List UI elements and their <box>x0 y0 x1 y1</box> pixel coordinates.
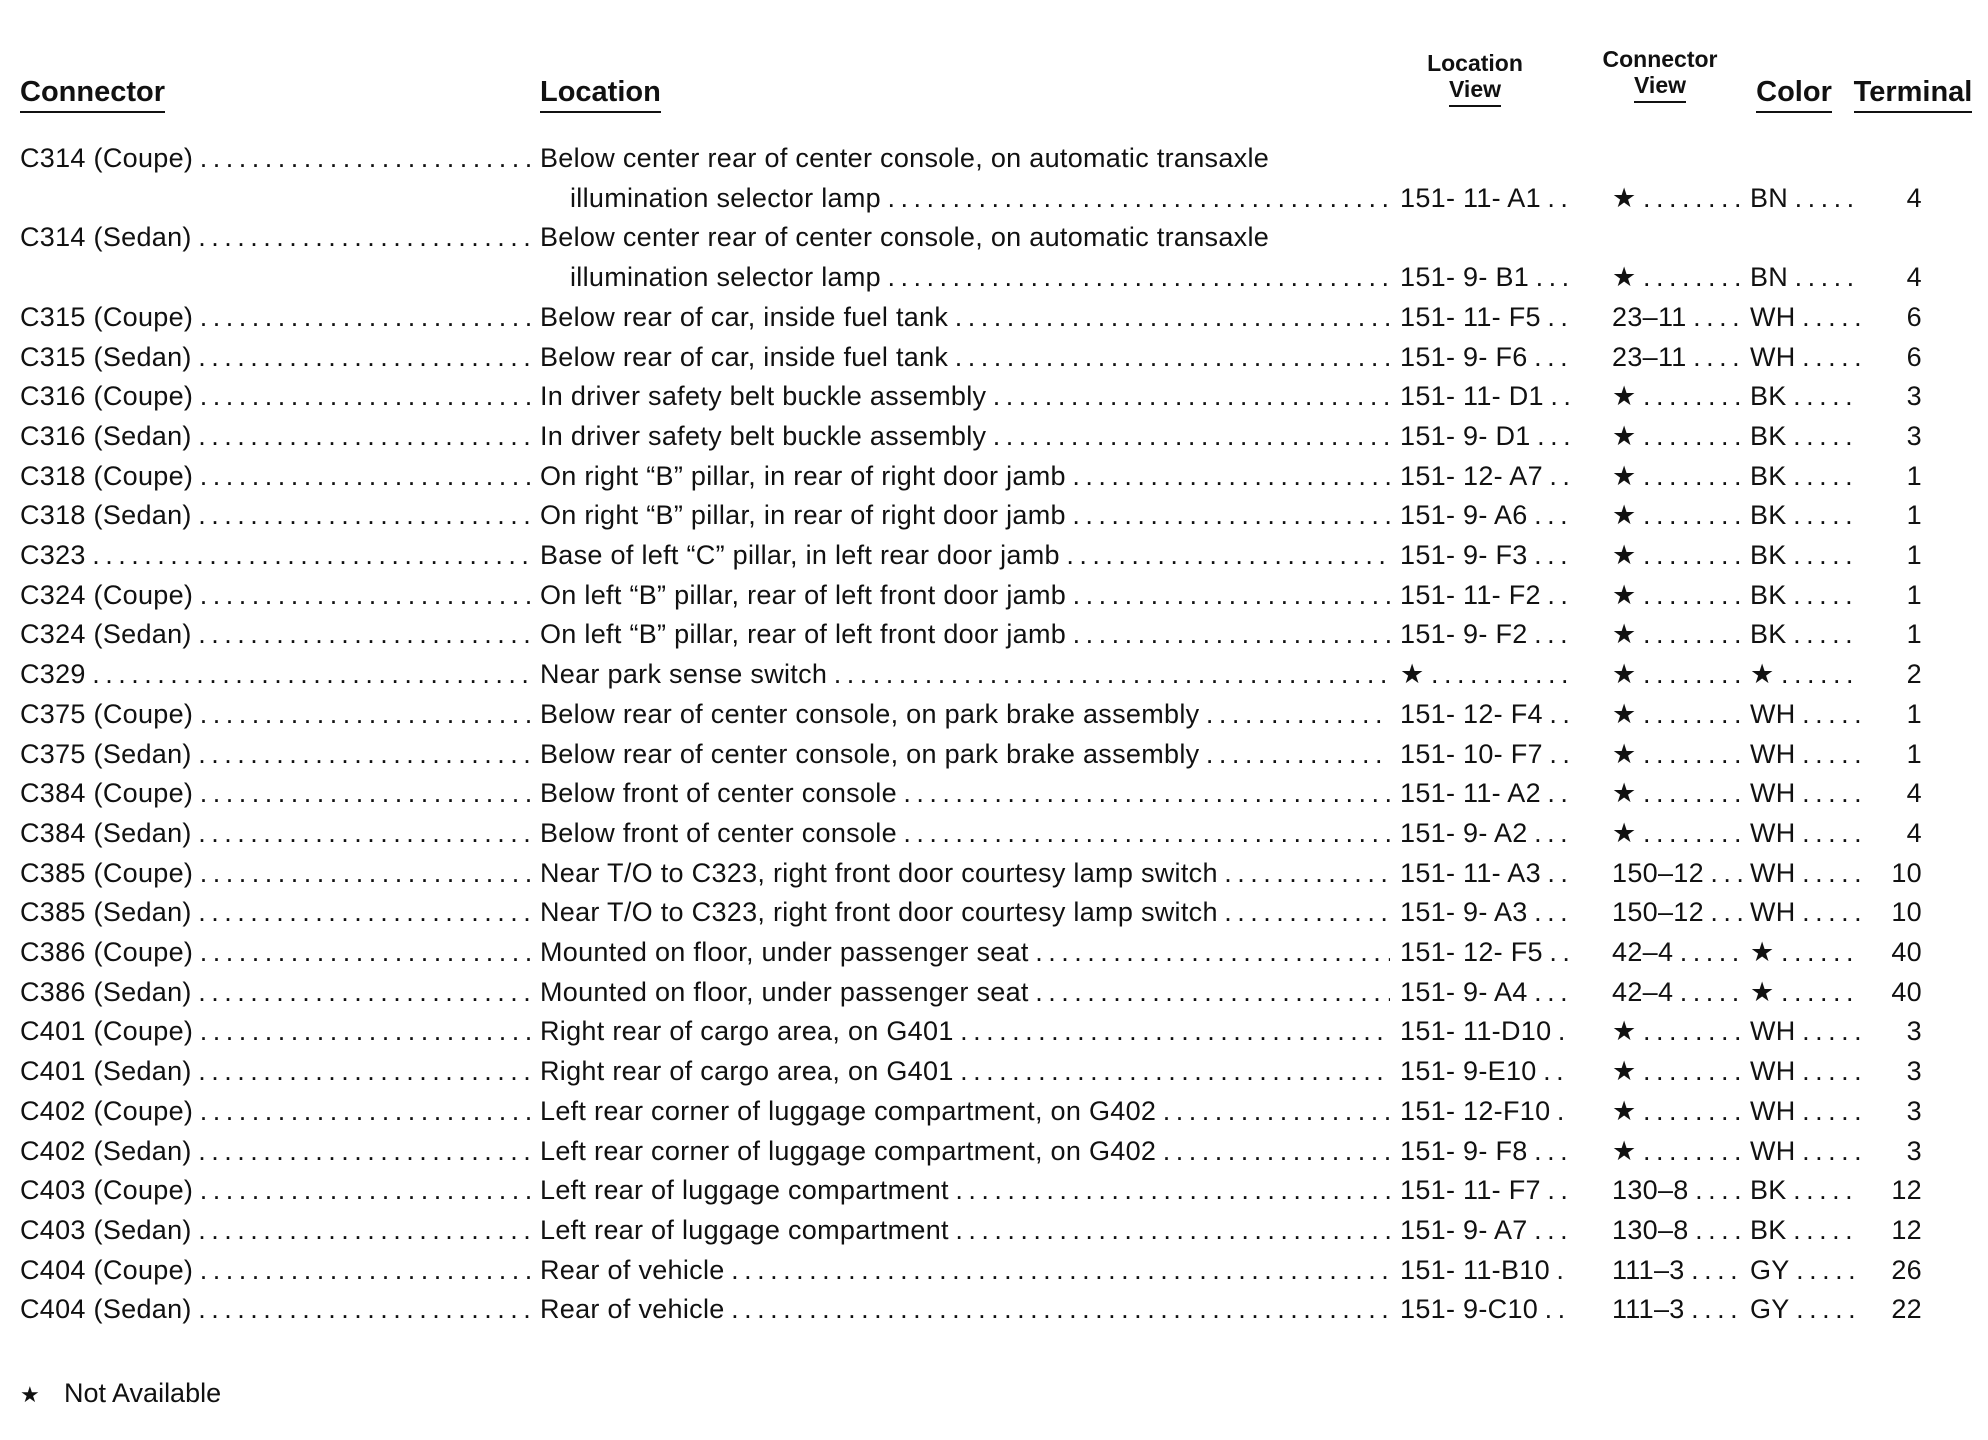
color-cell: WH . . . <box>1750 694 1860 734</box>
table-row-line <box>0 1051 1988 1091</box>
color-cell: WH . . . <box>1750 734 1860 774</box>
table-row-line <box>0 257 1988 297</box>
connector-cell: C404 (Sedan) . . . <box>20 1289 530 1329</box>
location-cell: On left “B” pillar, rear of left front door jamb . . . <box>540 614 1390 654</box>
connector-cell: C375 (Sedan) . . . <box>20 734 530 774</box>
terminal-cell: 1 <box>1906 698 1922 729</box>
color-cell: WH . . . <box>1750 892 1860 932</box>
table-row-line <box>0 575 1988 615</box>
location-view-cell: 151- 12- F5 . . . <box>1400 932 1570 972</box>
location-cell: Left rear of luggage compartment . . . <box>540 1210 1390 1250</box>
color-cell: BK . . . <box>1750 416 1860 456</box>
location-cell-continued: illumination selector lamp . . . <box>570 178 1390 218</box>
connector-view-cell: ★ . . . <box>1612 257 1742 297</box>
terminal-cell: 1 <box>1906 500 1922 531</box>
header-connector-view-line1: Connector <box>1602 46 1718 72</box>
connector-cell: C318 (Coupe) . . . <box>20 456 530 496</box>
connector-cell: C315 (Coupe) . . . <box>20 297 530 337</box>
connector-cell: C315 (Sedan) . . . <box>20 337 530 377</box>
location-cell: Left rear corner of luggage compartment, on G402 . . . <box>540 1091 1390 1131</box>
location-view-cell: 151- 10- F7 . . . <box>1400 734 1570 774</box>
color-cell: GY . . . <box>1750 1250 1860 1290</box>
location-view-cell: 151- 11- D1 . . . <box>1400 376 1570 416</box>
connector-view-cell: ★ . . . <box>1612 376 1742 416</box>
color-cell: BK . . . <box>1750 456 1860 496</box>
location-cell: Rear of vehicle . . . <box>540 1250 1390 1290</box>
color-cell: BK . . . <box>1750 376 1860 416</box>
terminal-cell: 4 <box>1906 817 1922 848</box>
location-view-cell: 151- 9- A7 . . . <box>1400 1210 1570 1250</box>
color-cell: BK . . . <box>1750 575 1860 615</box>
location-cell: Left rear of luggage compartment . . . <box>540 1170 1390 1210</box>
connector-cell: C316 (Sedan) . . . <box>20 416 530 456</box>
location-cell: Rear of vehicle . . . <box>540 1289 1390 1329</box>
connector-view-cell: 130–8 . . . <box>1612 1170 1742 1210</box>
location-view-cell: 151- 9- F6 . . . <box>1400 337 1570 377</box>
color-cell: WH . . . <box>1750 1091 1860 1131</box>
terminal-cell: 3 <box>1906 1135 1922 1166</box>
color-cell: BK . . . <box>1750 535 1860 575</box>
connector-cell: C403 (Coupe) . . . <box>20 1170 530 1210</box>
connector-cell: C386 (Coupe) . . . <box>20 932 530 972</box>
location-view-cell: 151- 9- B1 . . . <box>1400 257 1570 297</box>
connector-view-cell: ★ . . . <box>1612 495 1742 535</box>
connector-view-cell: ★ . . . <box>1612 654 1742 694</box>
terminal-cell: 12 <box>1891 1175 1922 1206</box>
location-view-cell: 151- 9- A4 . . . <box>1400 972 1570 1012</box>
location-cell: Mounted on floor, under passenger seat . . . <box>540 932 1390 972</box>
location-view-cell: ★ . . . <box>1400 654 1570 694</box>
connector-cell: C318 (Sedan) . . . <box>20 495 530 535</box>
terminal-cell: 1 <box>1906 619 1922 650</box>
connector-cell: C402 (Coupe) . . . <box>20 1091 530 1131</box>
terminal-cell: 1 <box>1906 460 1922 491</box>
location-view-cell: 151- 12- A7 . . . <box>1400 456 1570 496</box>
color-cell: BK . . . <box>1750 1210 1860 1250</box>
color-cell: WH . . . <box>1750 773 1860 813</box>
terminal-cell: 10 <box>1891 897 1922 928</box>
location-view-cell: 151- 11-D10 . . . <box>1400 1011 1570 1051</box>
connector-cell: C384 (Coupe) . . . <box>20 773 530 813</box>
table-row-line <box>0 297 1988 337</box>
color-cell: BK . . . <box>1750 495 1860 535</box>
table-row-line <box>0 972 1988 1012</box>
table-row-line <box>0 654 1988 694</box>
connector-view-cell: ★ . . . <box>1612 1051 1742 1091</box>
location-cell: Left rear corner of luggage compartment, on G402 . . . <box>540 1131 1390 1171</box>
location-view-cell: 151- 11- F7 . . . <box>1400 1170 1570 1210</box>
connector-cell: C375 (Coupe) . . . <box>20 694 530 734</box>
location-view-cell: 151- 9- F8 . . . <box>1400 1131 1570 1171</box>
header-color-label: Color <box>1756 76 1832 113</box>
header-connector-view-line2: View <box>1634 72 1686 102</box>
location-cell: Below rear of center console, on park brake assembly . . . <box>540 694 1390 734</box>
terminal-cell: 1 <box>1906 540 1922 570</box>
color-cell: WH . . . <box>1750 813 1860 853</box>
table-row-line <box>0 892 1988 932</box>
location-cell: On right “B” pillar, in rear of right door jamb . . . <box>540 456 1390 496</box>
terminal-cell: 6 <box>1906 301 1922 332</box>
connector-view-cell: ★ . . . <box>1612 575 1742 615</box>
table-row-line <box>0 1289 1988 1329</box>
header-terminal-label: Terminal <box>1854 76 1973 113</box>
connector-view-cell: ★ . . . <box>1612 813 1742 853</box>
connector-cell: C314 (Sedan) . . . <box>20 217 530 257</box>
header-location-view-line2: View <box>1449 76 1501 106</box>
terminal-cell: 4 <box>1906 182 1922 213</box>
connector-view-cell: 150–12 . . . <box>1612 853 1742 893</box>
connector-cell: C384 (Sedan) . . . <box>20 813 530 853</box>
location-view-cell: 151- 9- F2 . . . <box>1400 614 1570 654</box>
connector-view-cell: 42–4 . . . <box>1612 972 1742 1012</box>
connector-cell: C324 (Sedan) . . . <box>20 614 530 654</box>
location-cell: Right rear of cargo area, on G401 . . . <box>540 1051 1390 1091</box>
table-row-line <box>0 734 1988 774</box>
connector-cell: C329 . . . <box>20 654 530 694</box>
table-row-line <box>0 138 1988 178</box>
terminal-cell: 4 <box>1906 262 1922 293</box>
connector-cell: C404 (Coupe) . . . <box>20 1250 530 1290</box>
table-row-line <box>0 853 1988 893</box>
terminal-cell: 6 <box>1906 341 1922 372</box>
terminal-cell: 3 <box>1906 1056 1922 1087</box>
connector-view-cell: 150–12 . . . <box>1612 892 1742 932</box>
table-row-line <box>0 416 1988 456</box>
connector-view-cell: 23–11 . . . <box>1612 337 1742 377</box>
location-view-cell: 151- 9- A6 . . . <box>1400 495 1570 535</box>
location-view-cell: 151- 9- F3 . . . <box>1400 535 1570 575</box>
color-cell: WH . . . <box>1750 1011 1860 1051</box>
connector-cell: C403 (Sedan) . . . <box>20 1210 530 1250</box>
connector-view-cell: ★ . . . <box>1612 1091 1742 1131</box>
location-cell: Below front of center console . . . <box>540 773 1390 813</box>
terminal-cell: 1 <box>1906 738 1922 769</box>
connector-view-cell: 42–4 . . . <box>1612 932 1742 972</box>
color-cell: WH . . . <box>1750 337 1860 377</box>
color-cell: WH . . . <box>1750 297 1860 337</box>
color-cell: WH . . . <box>1750 853 1860 893</box>
location-cell: Below front of center console . . . <box>540 813 1390 853</box>
footnote-text: Not Available <box>64 1378 222 1408</box>
connector-view-cell: 130–8 . . . <box>1612 1210 1742 1250</box>
table-row-line <box>0 1091 1988 1131</box>
color-cell: BK . . . <box>1750 614 1860 654</box>
location-cell: Mounted on floor, under passenger seat . . . <box>540 972 1390 1012</box>
connector-view-cell: 111–3 . . . <box>1612 1250 1742 1290</box>
table-row-line <box>0 694 1988 734</box>
table-row-line <box>0 456 1988 496</box>
connector-cell: C323 . . . <box>20 535 530 575</box>
connector-cell: C385 (Coupe) . . . <box>20 853 530 893</box>
table-row-line <box>0 495 1988 535</box>
location-cell: Near T/O to C323, right front door courtesy lamp switch . . . <box>540 892 1390 932</box>
location-cell: Below center rear of center console, on automatic transaxle <box>540 222 1270 253</box>
location-view-cell: 151- 11- A3 . . . <box>1400 853 1570 893</box>
location-cell: Below center rear of center console, on automatic transaxle <box>540 143 1270 173</box>
star-icon: ★ <box>20 1382 40 1407</box>
terminal-cell: 2 <box>1906 659 1922 690</box>
connector-view-cell: ★ . . . <box>1612 614 1742 654</box>
connector-view-cell: ★ . . . <box>1612 456 1742 496</box>
terminal-cell: 3 <box>1906 1095 1922 1126</box>
color-cell: BK . . . <box>1750 1170 1860 1210</box>
location-cell: Base of left “C” pillar, in left rear door jamb . . . <box>540 535 1390 575</box>
location-cell: On right “B” pillar, in rear of right door jamb . . . <box>540 495 1390 535</box>
location-cell: In driver safety belt buckle assembly . . . <box>540 376 1390 416</box>
table-row-line <box>0 1250 1988 1290</box>
location-view-cell: 151- 12-F10 . . . <box>1400 1091 1570 1131</box>
table-row-line <box>0 337 1988 377</box>
connector-cell: C402 (Sedan) . . . <box>20 1131 530 1171</box>
location-view-cell: 151- 12- F4 . . . <box>1400 694 1570 734</box>
table-row-line <box>0 376 1988 416</box>
location-view-cell: 151- 11-B10 . . . <box>1400 1250 1570 1290</box>
table-row-line <box>0 178 1988 218</box>
terminal-cell: 26 <box>1891 1254 1922 1285</box>
location-cell-continued: illumination selector lamp . . . <box>570 257 1390 297</box>
table-row-line <box>0 1011 1988 1051</box>
connector-view-cell: ★ . . . <box>1612 773 1742 813</box>
connector-cell: C401 (Coupe) . . . <box>20 1011 530 1051</box>
connector-view-cell: ★ . . . <box>1612 734 1742 774</box>
location-view-cell: 151- 9-C10 . . . <box>1400 1289 1570 1329</box>
location-cell: Below rear of car, inside fuel tank . . . <box>540 337 1390 377</box>
connector-view-cell: 111–3 . . . <box>1612 1289 1742 1329</box>
location-cell: Near park sense switch . . . <box>540 654 1390 694</box>
location-view-cell: 151- 11- A2 . . . <box>1400 773 1570 813</box>
connector-view-cell: ★ . . . <box>1612 178 1742 218</box>
table-row-line <box>0 614 1988 654</box>
footnote <box>20 1378 221 1409</box>
location-view-cell: 151- 9- A2 . . . <box>1400 813 1570 853</box>
connector-cell: C386 (Sedan) . . . <box>20 972 530 1012</box>
terminal-cell: 1 <box>1906 579 1922 610</box>
connector-view-cell: ★ . . . <box>1612 535 1742 575</box>
table-row-line <box>0 535 1988 575</box>
location-view-cell: 151- 9- A3 . . . <box>1400 892 1570 932</box>
terminal-cell: 3 <box>1906 381 1922 412</box>
terminal-cell: 4 <box>1906 778 1922 809</box>
location-view-cell: 151- 11- F2 . . . <box>1400 575 1570 615</box>
color-cell: BN . . . <box>1750 178 1860 218</box>
connector-view-cell: ★ . . . <box>1612 1011 1742 1051</box>
terminal-cell: 40 <box>1891 976 1922 1007</box>
terminal-cell: 40 <box>1891 937 1922 967</box>
terminal-cell: 10 <box>1891 857 1922 888</box>
connector-view-cell: 23–11 . . . <box>1612 297 1742 337</box>
header-location-view-line1: Location <box>1427 50 1523 76</box>
table-row-line <box>0 1131 1988 1171</box>
connector-cell: C401 (Sedan) . . . <box>20 1051 530 1091</box>
color-cell: ★ . . . <box>1750 654 1860 694</box>
location-cell: On left “B” pillar, rear of left front door jamb . . . <box>540 575 1390 615</box>
terminal-cell: 12 <box>1891 1214 1922 1245</box>
color-cell: GY . . . <box>1750 1289 1860 1329</box>
header-location-label: Location <box>540 76 661 113</box>
table-row-line <box>0 773 1988 813</box>
location-cell: Below rear of center console, on park brake assembly . . . <box>540 734 1390 774</box>
terminal-cell: 22 <box>1891 1294 1922 1325</box>
location-cell: Near T/O to C323, right front door courtesy lamp switch . . . <box>540 853 1390 893</box>
table-row-line <box>0 813 1988 853</box>
table-row-line <box>0 217 1988 257</box>
connector-cell: C316 (Coupe) . . . <box>20 376 530 416</box>
connector-view-cell: ★ . . . <box>1612 1131 1742 1171</box>
location-view-cell: 151- 11- A1 . . . <box>1400 178 1570 218</box>
table-row-line <box>0 932 1988 972</box>
location-cell: Below rear of car, inside fuel tank . . . <box>540 297 1390 337</box>
connector-view-cell: ★ . . . <box>1612 694 1742 734</box>
location-cell: In driver safety belt buckle assembly . . . <box>540 416 1390 456</box>
color-cell: WH . . . <box>1750 1131 1860 1171</box>
color-cell: WH . . . <box>1750 1051 1860 1091</box>
connector-view-cell: ★ . . . <box>1612 416 1742 456</box>
terminal-cell: 3 <box>1906 1016 1922 1047</box>
color-cell: BN . . . <box>1750 257 1860 297</box>
location-view-cell: 151- 9- D1 . . . <box>1400 416 1570 456</box>
location-cell: Right rear of cargo area, on G401 . . . <box>540 1011 1390 1051</box>
connector-cell: C324 (Coupe) . . . <box>20 575 530 615</box>
connector-cell: C314 (Coupe) . . . <box>20 138 530 178</box>
connector-cell: C385 (Sedan) . . . <box>20 892 530 932</box>
terminal-cell: 3 <box>1906 420 1922 451</box>
location-view-cell: 151- 11- F5 . . . <box>1400 297 1570 337</box>
color-cell: ★ . . . <box>1750 972 1860 1012</box>
table-row-line <box>0 1210 1988 1250</box>
color-cell: ★ . . . <box>1750 932 1860 972</box>
header-connector-label: Connector <box>20 76 165 113</box>
location-view-cell: 151- 9-E10 . . . <box>1400 1051 1570 1091</box>
table-row-line <box>0 1170 1988 1210</box>
